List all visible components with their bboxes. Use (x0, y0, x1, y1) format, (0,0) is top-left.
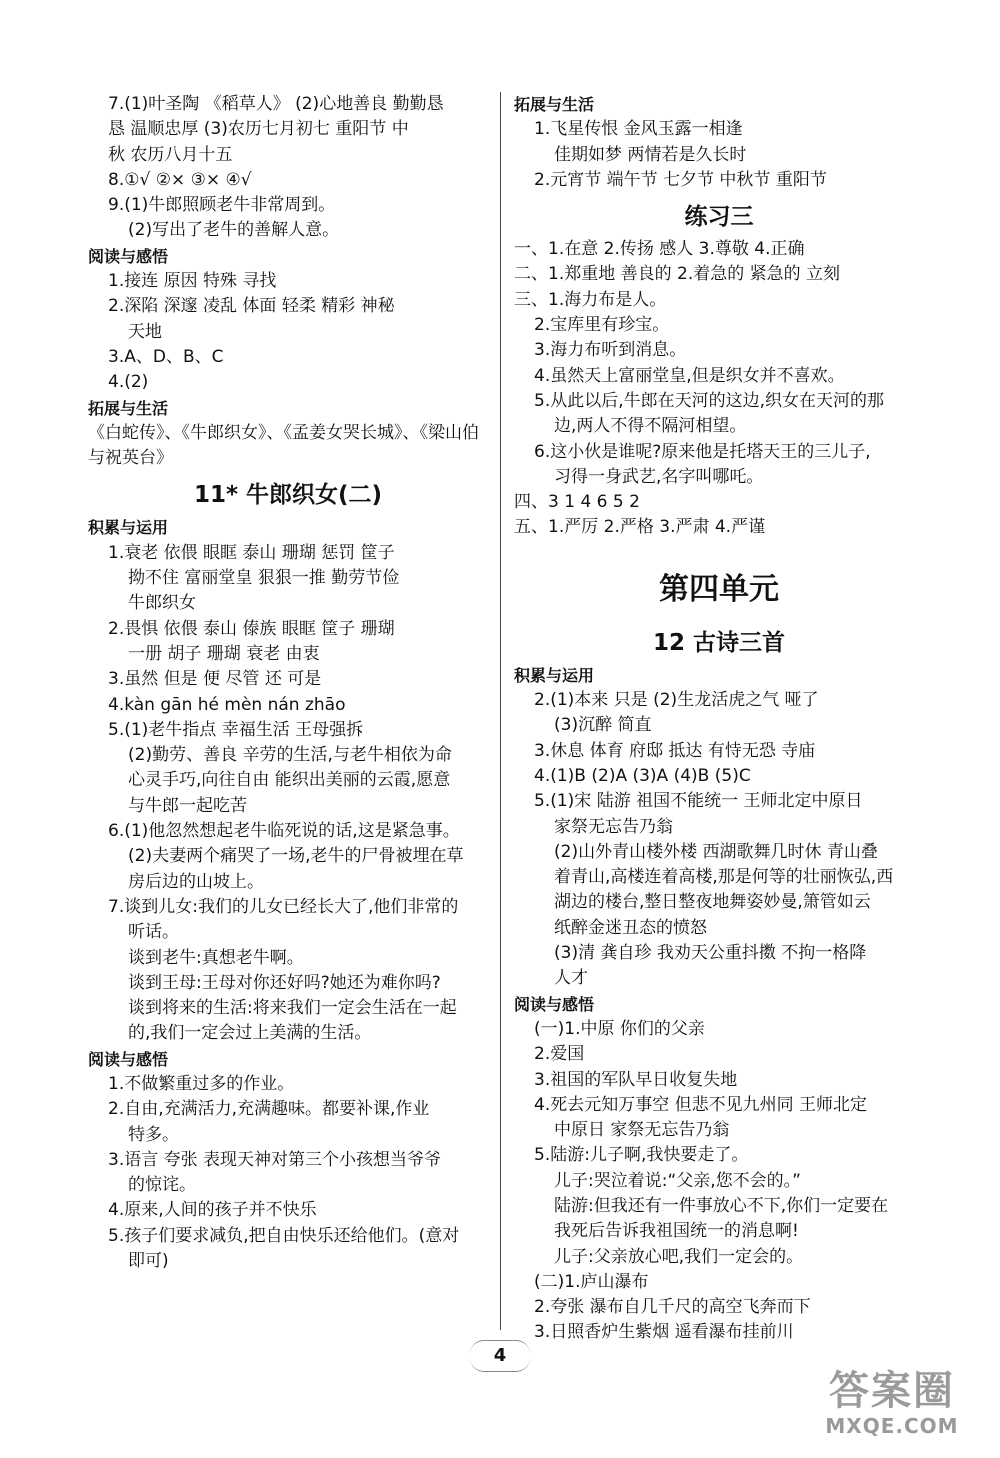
answer-line: 纸醉金迷丑态的愤怒 (554, 917, 707, 938)
answer-line: 五、1.严厉 2.严格 3.严肃 4.严谨 (514, 517, 766, 538)
answer-line: 5.(1)宋 陆游 祖国不能统一 王师北定中原日 (534, 791, 863, 812)
answer-line: 2.宝库里有珍宝。 (534, 315, 670, 336)
answer-line: 7.(1)叶圣陶 《稻草人》 (2)心地善良 勤勤恳 (108, 94, 444, 114)
answer-line: 1.不做繁重过多的作业。 (108, 1073, 295, 1094)
answer-line: 3.海力布听到消息。 (534, 340, 687, 361)
answer-line: 与祝英台》 (88, 448, 173, 469)
section-heading: 阅读与感悟 (88, 1049, 169, 1069)
answer-line: (一)1.中原 你们的父亲 (534, 1018, 705, 1039)
lesson-title: 11* 牛郎织女(二) (193, 482, 383, 509)
answer-line: 湖边的楼台,整日整夜地舞姿妙曼,箫管如云 (554, 892, 871, 913)
answer-line: 听话。 (128, 922, 179, 943)
answer-line: 秋 农历八月十五 (108, 144, 233, 165)
answer-line: 家祭无忘告乃翁 (554, 816, 673, 837)
answer-line: 4.kàn gān hé mèn nán zhāo (108, 694, 346, 715)
answer-line: (二)1.庐山瀑布 (534, 1271, 649, 1292)
lesson-title: 12 古诗三首 (652, 629, 785, 656)
section-heading: 阅读与感悟 (514, 994, 595, 1014)
answer-line: 中原日 家祭无忘告乃翁 (554, 1120, 730, 1141)
answer-line: 恳 温顺忠厚 (3)农历七月初七 重阳节 中 (108, 119, 409, 140)
answer-line: 2.夸张 瀑布自几千尺的高空飞奔而下 (534, 1297, 811, 1318)
answer-line: 2.(1)本来 只是 (2)生龙活虎之气 哑了 (534, 690, 819, 711)
answer-line: 7.谈到儿女:我们的儿女已经长大了,他们非常的 (108, 896, 459, 917)
watermark-text: 答案圈 (829, 1368, 955, 1414)
answer-line: 2.元宵节 端午节 七夕节 中秋节 重阳节 (534, 169, 827, 190)
answer-line: 4.虽然天上富丽堂皇,但是织女并不喜欢。 (534, 365, 845, 386)
answer-line: (3)沉醉 简直 (554, 715, 652, 736)
answer-line: 1.衰老 依偎 眼眶 泰山 珊瑚 惩罚 筐子 (108, 542, 395, 563)
answer-line: 佳期如梦 两情若是久长时 (554, 144, 747, 165)
answer-line: 儿子:父亲放心吧,我们一定会的。 (554, 1246, 804, 1267)
answer-line: 2.畏惧 依偎 泰山 傣族 眼眶 筐子 珊瑚 (108, 618, 395, 639)
watermark-url: MXQE.COM (825, 1414, 959, 1438)
answer-line: 2.深陷 深邃 凌乱 体面 轻柔 精彩 神秘 (108, 296, 395, 317)
answer-line: 儿子:哭泣着说:“父亲,您不会的。” (554, 1170, 801, 1191)
answer-line: 9.(1)牛郎照顾老牛非常周到。 (108, 195, 336, 216)
answer-line: (2)勤劳、善良 辛劳的生活,与老牛相依为命 (128, 745, 452, 766)
answer-line: 5.(1)老牛指点 幸福生活 王母强拆 (108, 719, 364, 740)
answer-line: 4.(1)B (2)A (3)A (4)B (5)C (534, 765, 751, 786)
answer-line: 谈到老牛:真想老牛啊。 (128, 947, 304, 968)
unit-title: 第四单元 (659, 571, 779, 607)
answer-line: 二、1.郑重地 善良的 2.着急的 紧急的 立刻 (514, 264, 841, 285)
answer-line: 人才 (554, 968, 588, 989)
answer-line: 谈到王母:王母对你还好吗?她还为难你吗? (128, 972, 441, 993)
answer-line: 即可) (128, 1251, 169, 1272)
answer-line: 3.虽然 但是 便 尽管 还 可是 (108, 669, 322, 690)
answer-line: 天地 (128, 321, 162, 342)
section-heading: 积累与运用 (88, 518, 169, 538)
section-heading: 拓展与生活 (514, 95, 595, 114)
answer-line: 着青山,高楼连着高楼,那是何等的壮丽恢弘,西 (554, 867, 894, 888)
answer-line: 3.语言 夸张 表现天神对第三个小孩想当爷爷 (108, 1149, 442, 1170)
column-divider (500, 92, 501, 1330)
answer-line: 与牛郎一起吃苦 (128, 795, 247, 816)
page-number: 4 (470, 1340, 530, 1372)
answer-line: 我死后告诉我祖国统一的消息啊! (554, 1221, 799, 1242)
right-column (514, 92, 924, 1346)
answer-line: (2)山外青山楼外楼 西湖歌舞几时休 青山叠 (554, 841, 878, 862)
answer-line: 2.自由,充满活力,充满趣味。都要补课,作业 (108, 1099, 430, 1120)
answer-line: 心灵手巧,向往自由 能织出美丽的云霞,愿意 (128, 770, 451, 791)
answer-line: 5.从此以后,牛郎在天河的这边,织女在天河的那 (534, 390, 885, 411)
answer-line: 边,两人不得不隔河相望。 (554, 416, 747, 437)
answer-line: 3.日照香炉生紫烟 遥看瀑布挂前川 (534, 1322, 794, 1343)
answer-line: 一、1.在意 2.传扬 感人 3.尊敬 4.正确 (514, 239, 805, 260)
answer-line: 4.原来,人间的孩子并不快乐 (108, 1200, 317, 1221)
answer-line: 6.(1)他忽然想起老牛临死说的话,这是紧急事。 (108, 821, 460, 842)
answer-line: 四、3 1 4 6 5 2 (514, 492, 640, 513)
answer-line: 《白蛇传》、《牛郎织女》、《孟姜女哭长城》、《梁山伯 (88, 422, 479, 443)
answer-line: 3.祖国的军队早日收复失地 (534, 1069, 738, 1090)
answer-line: 谈到将来的生活:将来我们一定会生活在一起 (128, 998, 457, 1019)
lesson-title: 练习三 (684, 204, 754, 231)
answer-line: 4.(2) (108, 372, 149, 393)
section-heading: 拓展与生活 (88, 398, 169, 418)
answer-line: 3.休息 体育 府邸 抵达 有恃无恐 寺庙 (534, 740, 816, 761)
section-heading: 阅读与感悟 (88, 246, 169, 266)
answer-line: 习得一身武艺,名字叫哪吒。 (554, 466, 764, 487)
answer-line: 8.①√ ②× ③× ④√ (108, 169, 252, 190)
answer-line: 三、1.海力布是人。 (514, 289, 667, 310)
answer-line: 3.A、D、B、C (108, 346, 224, 367)
answer-line: 4.死去元知万事空 但悲不见九州同 王师北定 (534, 1094, 868, 1115)
answer-line: 房后边的山坡上。 (128, 871, 264, 892)
answer-line: 陆游:但我还有一件事放心不下,你们一定要在 (554, 1195, 889, 1216)
answer-line: 一册 胡子 珊瑚 衰老 由衷 (128, 643, 320, 664)
watermark-logo (802, 1368, 982, 1444)
answer-line: 特多。 (128, 1124, 179, 1145)
answer-line: 5.孩子们要求减负,把自由快乐还给他们。(意对 (108, 1225, 460, 1246)
answer-line: 1.飞星传恨 金风玉露一相逢 (534, 119, 743, 140)
left-column (88, 92, 488, 1274)
answer-line: 5.陆游:儿子啊,我快要走了。 (534, 1145, 749, 1166)
answer-line: (2)夫妻两个痛哭了一场,老牛的尸骨被埋在草 (128, 846, 464, 867)
answer-line: 1.接连 原因 特殊 寻找 (108, 271, 277, 292)
answer-line: (2)写出了老牛的善解人意。 (128, 220, 340, 241)
answer-line: 拗不住 富丽堂皇 狠狠一推 勤劳节俭 (128, 568, 400, 589)
answer-line: 6.这小伙是谁呢?原来他是托塔天王的三儿子, (534, 441, 871, 462)
section-heading: 积累与运用 (514, 665, 595, 685)
answer-line: 的惊诧。 (128, 1175, 196, 1196)
answer-line: (3)清 龚自珍 我劝天公重抖擞 不拘一格降 (554, 943, 867, 964)
answer-line: 2.爱国 (534, 1044, 585, 1065)
answer-line: 的,我们一定会过上美满的生活。 (128, 1023, 372, 1044)
answer-line: 牛郎织女 (128, 593, 196, 614)
